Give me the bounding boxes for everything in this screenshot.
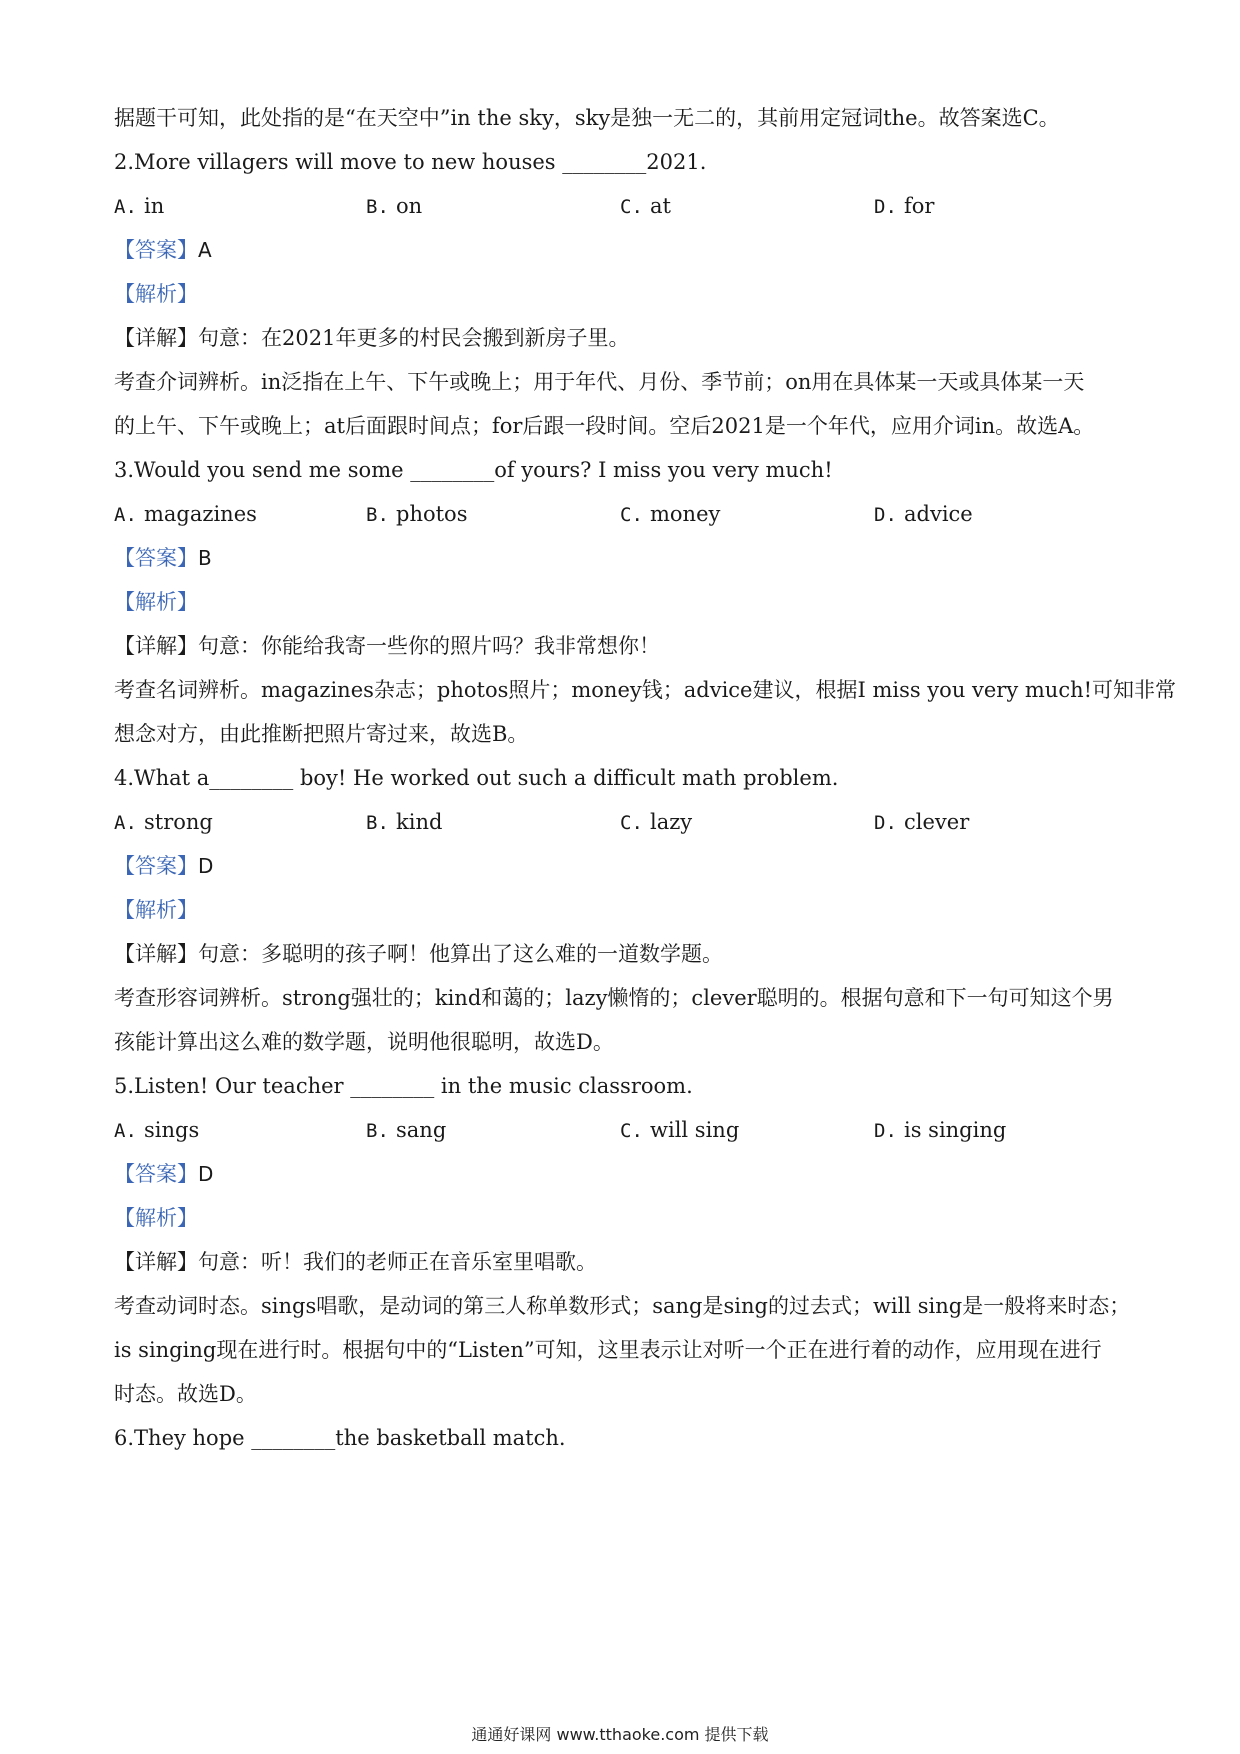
- option-c: C. will sing: [620, 1118, 740, 1142]
- option-a: A. magazines: [114, 502, 257, 526]
- question-4-detail: 【详解】句意：多聪明的孩子啊！他算出了这么难的一道数学题。: [114, 942, 723, 966]
- question-5-detail: 时态。故选D。: [114, 1382, 257, 1406]
- question-2-detail: 【详解】句意：在2021年更多的村民会搬到新房子里。: [114, 326, 630, 350]
- option-a: A. sings: [114, 1118, 200, 1142]
- question-2-stem: 2.More villagers will move to new houses ________2021.: [114, 150, 707, 174]
- option-c: C. lazy: [620, 810, 693, 834]
- question-5-detail: is singing现在进行时。根据句中的“Listen”可知，这里表示让对听一个正在进行着的动作，应用现在进行: [114, 1338, 1102, 1362]
- question-5-jiexi-label: 【解析】: [114, 1206, 198, 1230]
- question-6-stem: 6.They hope ________the basketball match.: [114, 1426, 566, 1450]
- option-a: A. in: [114, 194, 165, 218]
- question-5-detail: 考查动词时态。sings唱歌，是动词的第三人称单数形式；sang是sing的过去式；will sing是一般将来时态；: [114, 1294, 1131, 1318]
- option-d: D. clever: [874, 810, 970, 834]
- question-3-jiexi-label: 【解析】: [114, 590, 198, 614]
- question-5-stem: 5.Listen! Our teacher ________ in the music classroom.: [114, 1074, 693, 1098]
- footer-watermark: 通通好课网 www.tthaoke.com 提供下载: [471, 1725, 769, 1744]
- question-3-stem: 3.Would you send me some ________of yours? I miss you very much!: [114, 458, 833, 482]
- question-5-detail: 【详解】句意：听！我们的老师正在音乐室里唱歌。: [114, 1250, 597, 1274]
- question-4-stem: 4.What a________ boy! He worked out such a difficult math problem.: [114, 766, 839, 790]
- question-3-detail: 想念对方，由此推断把照片寄过来，故选B。: [114, 722, 529, 746]
- question-5-options: [114, 1116, 1134, 1144]
- question-3-detail: 考查名词辨析。magazines杂志；photos照片；money钱；advice建议，根据I miss you very much!可知非常: [114, 678, 1177, 702]
- question-2-options: [114, 192, 1134, 220]
- option-c: C. money: [620, 502, 721, 526]
- question-3-options: [114, 500, 1134, 528]
- question-2-answer: 【答案】A: [114, 238, 212, 262]
- question-2-detail: 的上午、下午或晚上；at后面跟时间点；for后跟一段时间。空后2021是一个年代，应用介词in。故选A。: [114, 414, 1095, 438]
- option-a: A. strong: [114, 810, 213, 834]
- question-4-answer: 【答案】D: [114, 854, 214, 878]
- question-2-detail: 考查介词辨析。in泛指在上午、下午或晚上；用于年代、月份、季节前；on用在具体某一天或具体某一天: [114, 370, 1085, 394]
- question-5-answer: 【答案】D: [114, 1162, 214, 1186]
- option-d: D. advice: [874, 502, 973, 526]
- question-2-jiexi-label: 【解析】: [114, 282, 198, 306]
- question-3-detail: 【详解】句意：你能给我寄一些你的照片吗？我非常想你！: [114, 634, 660, 658]
- question-4-detail: 孩能计算出这么难的数学题，说明他很聪明，故选D。: [114, 1030, 614, 1054]
- option-b: B. on: [366, 194, 423, 218]
- question-3-answer: 【答案】B: [114, 546, 212, 570]
- option-c: C. at: [620, 194, 671, 218]
- option-b: B. kind: [366, 810, 443, 834]
- option-d: D. is singing: [874, 1118, 1007, 1142]
- intro-explanation: 据题干可知，此处指的是“在天空中”in the sky，sky是独一无二的，其前用定冠词the。故答案选C。: [114, 106, 1060, 130]
- option-b: B. photos: [366, 502, 468, 526]
- question-4-detail: 考查形容词辨析。strong强壮的；kind和蔼的；lazy懒惰的；clever聪明的。根据句意和下一句可知这个男: [114, 986, 1114, 1010]
- question-4-options: [114, 808, 1134, 836]
- option-d: D. for: [874, 194, 935, 218]
- question-4-jiexi-label: 【解析】: [114, 898, 198, 922]
- option-b: B. sang: [366, 1118, 447, 1142]
